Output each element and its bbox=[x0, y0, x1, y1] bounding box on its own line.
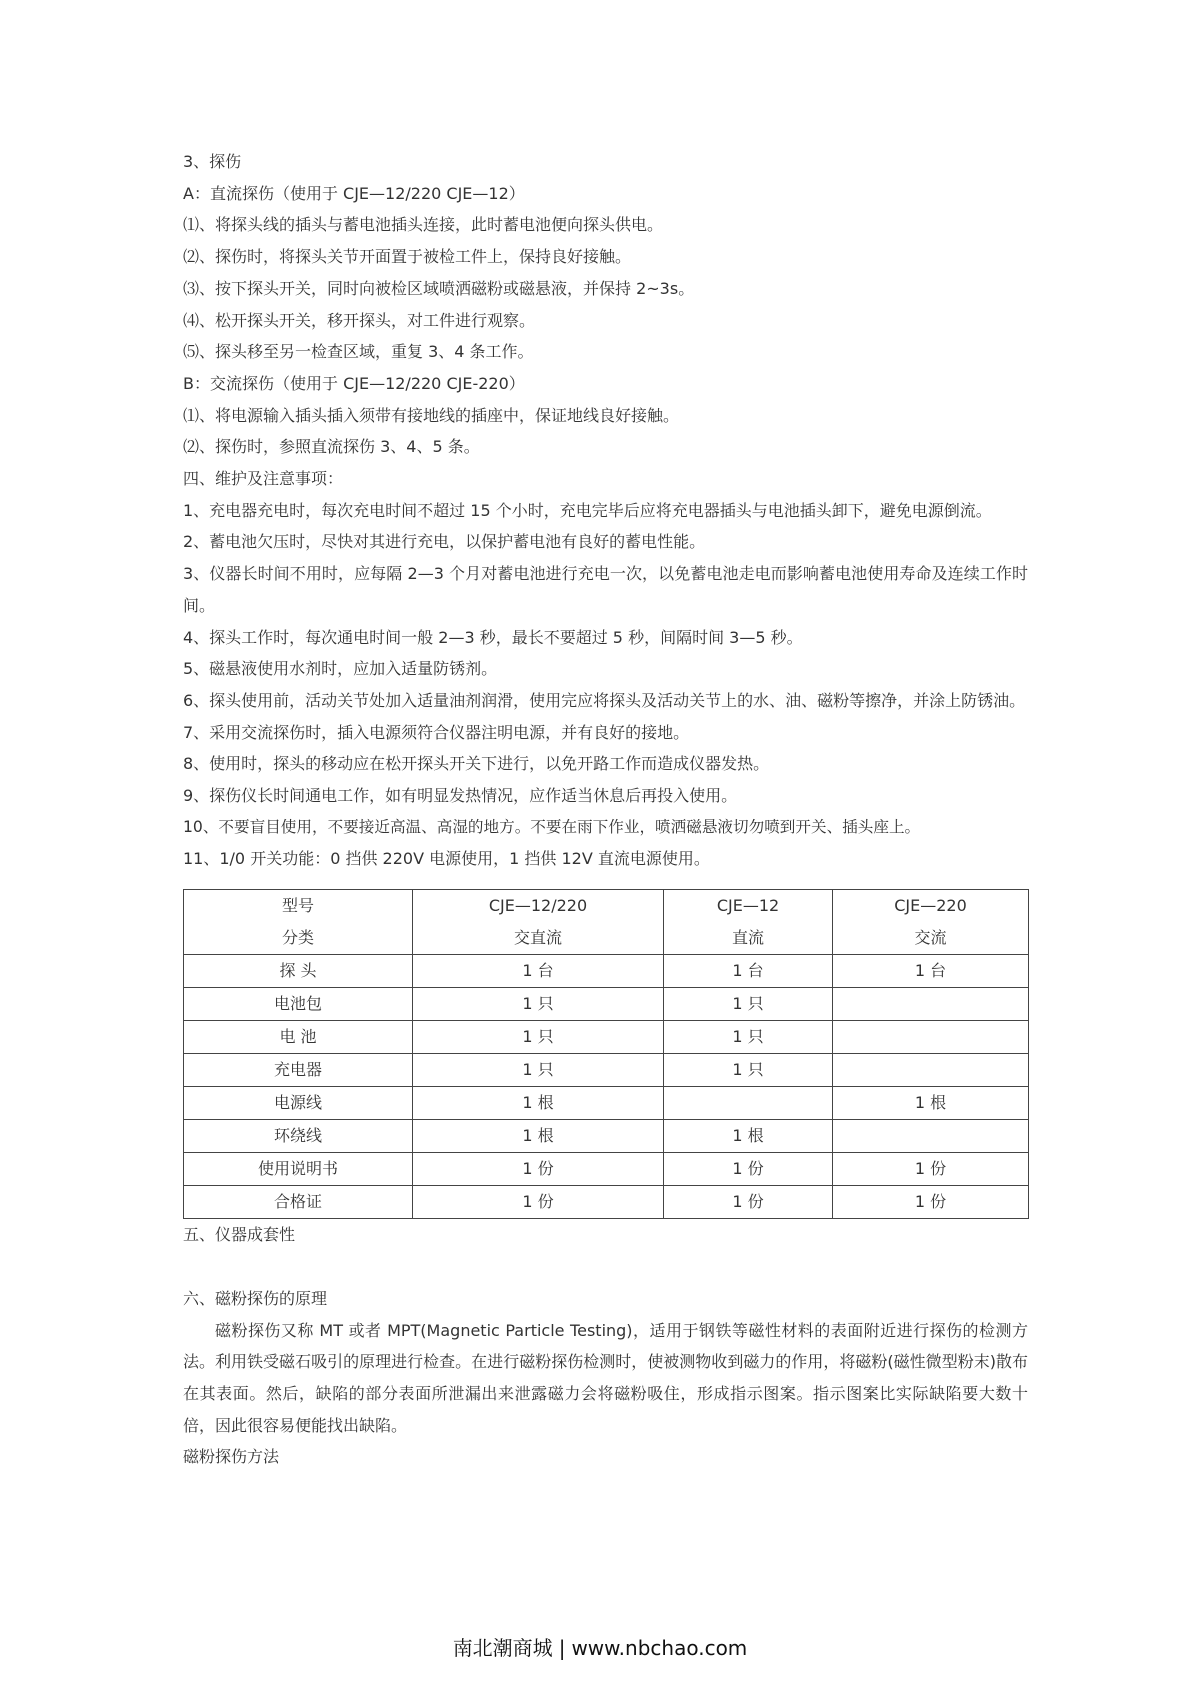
maintenance-item-9: 9、探伤仪长时间通电工作，如有明显发热情况，应作适当休息后再投入使用。 bbox=[183, 786, 738, 806]
header-model: CJE—12/220 bbox=[488, 896, 588, 916]
header-cell-cje-220 bbox=[833, 890, 1029, 955]
ac-step-1: ⑴、将电源输入插头插入须带有接地线的插座中，保证地线良好接触。 bbox=[183, 405, 680, 425]
table-cell: 1 只 bbox=[413, 988, 664, 1021]
maintenance-item-7: 7、采用交流探伤时，插入电源须符合仪器注明电源，并有良好的接地。 bbox=[183, 722, 690, 742]
header-model: CJE—12 bbox=[716, 896, 780, 916]
table-cell: 1 份 bbox=[664, 1153, 833, 1186]
table-cell: 1 台 bbox=[833, 955, 1029, 988]
header-label-category: 分类 bbox=[281, 928, 314, 948]
maintenance-item-2: 2、蓄电池欠压时，尽快对其进行充电，以保护蓄电池有良好的蓄电性能。 bbox=[183, 532, 706, 552]
method-title: 磁粉探伤方法 bbox=[183, 1447, 280, 1467]
ac-step-2: ⑵、探伤时，参照直流探伤 3、4、5 条。 bbox=[183, 437, 480, 457]
dc-step-1: ⑴、将探头线的插头与蓄电池插头连接，此时蓄电池便向探头供电。 bbox=[183, 215, 664, 235]
table-cell: 1 份 bbox=[413, 1153, 664, 1186]
table-row bbox=[184, 988, 1029, 1021]
footer-url[interactable]: www.nbchao.com bbox=[571, 1636, 748, 1660]
table-cell: 1 份 bbox=[413, 1186, 664, 1219]
table-row bbox=[184, 1021, 1029, 1054]
table-cell: 1 份 bbox=[833, 1186, 1029, 1219]
table-row bbox=[184, 1120, 1029, 1153]
table-cell: 1 只 bbox=[664, 1021, 833, 1054]
blank-line bbox=[183, 1251, 1028, 1283]
maintenance-item-1: 1、充电器充电时，每次充电时间不超过 15 个小时，充电完毕后应将充电器插头与电池插头卸下，避免电源倒流。 bbox=[183, 500, 992, 520]
table-cell: 探 头 bbox=[184, 955, 413, 988]
table-cell: 电源线 bbox=[184, 1087, 413, 1120]
table-cell bbox=[664, 1087, 833, 1120]
header-model: CJE—220 bbox=[894, 896, 967, 916]
header-cell-cje-12-220 bbox=[413, 890, 664, 955]
maintenance-item-3: 3、仪器长时间不用时，应每隔 2—3 个月对蓄电池进行充电一次，以免蓄电池走电而影响蓄电池使用寿命及连续工作时间。 bbox=[183, 564, 1028, 615]
table-cell: 合格证 bbox=[184, 1186, 413, 1219]
kit-table bbox=[183, 889, 1029, 1219]
maintenance-item-10: 10、不要盲目使用，不要接近高温、高湿的地方。不要在雨下作业，喷洒磁悬液切勿喷到开关、插头座上。 bbox=[183, 817, 921, 836]
table-cell: 使用说明书 bbox=[184, 1153, 413, 1186]
footer-separator: | bbox=[558, 1636, 566, 1660]
table-cell: 1 只 bbox=[413, 1021, 664, 1054]
table-row bbox=[184, 955, 1029, 988]
ac-title: B：交流探伤（使用于 CJE—12/220 CJE-220） bbox=[183, 373, 525, 393]
section-title-maintenance: 四、维护及注意事项： bbox=[183, 469, 344, 489]
table-cell: 1 只 bbox=[664, 1054, 833, 1087]
table-row bbox=[184, 1153, 1029, 1186]
table-cell: 1 台 bbox=[413, 955, 664, 988]
header-cell-model-category bbox=[184, 890, 413, 955]
table-cell: 电池包 bbox=[184, 988, 413, 1021]
maintenance-item-8: 8、使用时，探头的移动应在松开探头开关下进行，以免开路工作而造成仪器发热。 bbox=[183, 754, 770, 774]
header-type: 交直流 bbox=[513, 928, 562, 948]
table-cell: 1 根 bbox=[664, 1120, 833, 1153]
table-row bbox=[184, 1186, 1029, 1219]
maintenance-item-4: 4、探头工作时，每次通电时间一般 2—3 秒，最长不要超过 5 秒，间隔时间 3—5 秒。 bbox=[183, 627, 803, 647]
table-row bbox=[184, 1054, 1029, 1087]
section-title-principle: 六、磁粉探伤的原理 bbox=[183, 1288, 328, 1308]
table-cell bbox=[833, 1054, 1029, 1087]
table-cell: 环绕线 bbox=[184, 1120, 413, 1153]
table-cell: 1 台 bbox=[664, 955, 833, 988]
header-cell-cje-12 bbox=[664, 890, 833, 955]
principle-paragraph: 磁粉探伤又称 MT 或者 MPT(Magnetic Particle Testing)，适用于钢铁等磁性材料的表面附近进行探伤的检测方法。利用铁受磁石吸引的原理进行检查。在进行磁粉探伤检测时，使被测物收到磁力的作用，将磁粉(磁性微型粉末)散布在其表面。然后，缺陷的部分表面所泄漏出来泄露磁力会将磁粉吸住，形成指示图案。指示图案比实际缺陷要大数十倍，因此很容易便能找出缺陷。 bbox=[183, 1320, 1028, 1435]
table-cell: 电 池 bbox=[184, 1021, 413, 1054]
table-row bbox=[184, 1087, 1029, 1120]
footer-site-name: 南北潮商城 bbox=[452, 1636, 553, 1660]
table-cell: 1 根 bbox=[413, 1087, 664, 1120]
maintenance-item-5: 5、磁悬液使用水剂时，应加入适量防锈剂。 bbox=[183, 659, 498, 679]
table-cell: 1 只 bbox=[664, 988, 833, 1021]
dc-step-3: ⑶、按下探头开关，同时向被检区域喷洒磁粉或磁悬液，并保持 2~3s。 bbox=[183, 278, 695, 298]
dc-title: A：直流探伤（使用于 CJE—12/220 CJE—12） bbox=[183, 183, 525, 203]
dc-step-4: ⑷、松开探头开关，移开探头，对工件进行观察。 bbox=[183, 310, 536, 330]
maintenance-item-11: 11、1/0 开关功能：0 挡供 220V 电源使用，1 挡供 12V 直流电源使用。 bbox=[183, 849, 710, 869]
spacer bbox=[183, 875, 1028, 889]
table-cell: 充电器 bbox=[184, 1054, 413, 1087]
header-type: 直流 bbox=[731, 928, 764, 948]
table-cell: 1 根 bbox=[413, 1120, 664, 1153]
section-title-flaw-detection: 3、探伤 bbox=[183, 152, 242, 171]
header-label-model: 型号 bbox=[281, 896, 314, 916]
table-header-row bbox=[184, 890, 1029, 955]
footer-watermark bbox=[0, 1632, 1200, 1661]
maintenance-item-6: 6、探头使用前，活动关节处加入适量油剂润滑，使用完应将探头及活动关节上的水、油、磁粉等擦净，并涂上防锈油。 bbox=[183, 690, 1026, 710]
table-cell bbox=[833, 988, 1029, 1021]
dc-step-5: ⑸、探头移至另一检查区域，重复 3、4 条工作。 bbox=[183, 342, 534, 362]
document-content bbox=[183, 146, 1028, 1473]
header-type: 交流 bbox=[914, 928, 947, 948]
table-cell: 1 份 bbox=[833, 1153, 1029, 1186]
dc-step-2: ⑵、探伤时，将探头关节开面置于被检工件上，保持良好接触。 bbox=[183, 247, 632, 267]
kit-table-caption: 五、仪器成套性 bbox=[183, 1225, 296, 1245]
table-cell: 1 份 bbox=[664, 1186, 833, 1219]
table-cell: 1 根 bbox=[833, 1087, 1029, 1120]
table-cell bbox=[833, 1120, 1029, 1153]
table-cell bbox=[833, 1021, 1029, 1054]
table-cell: 1 只 bbox=[413, 1054, 664, 1087]
